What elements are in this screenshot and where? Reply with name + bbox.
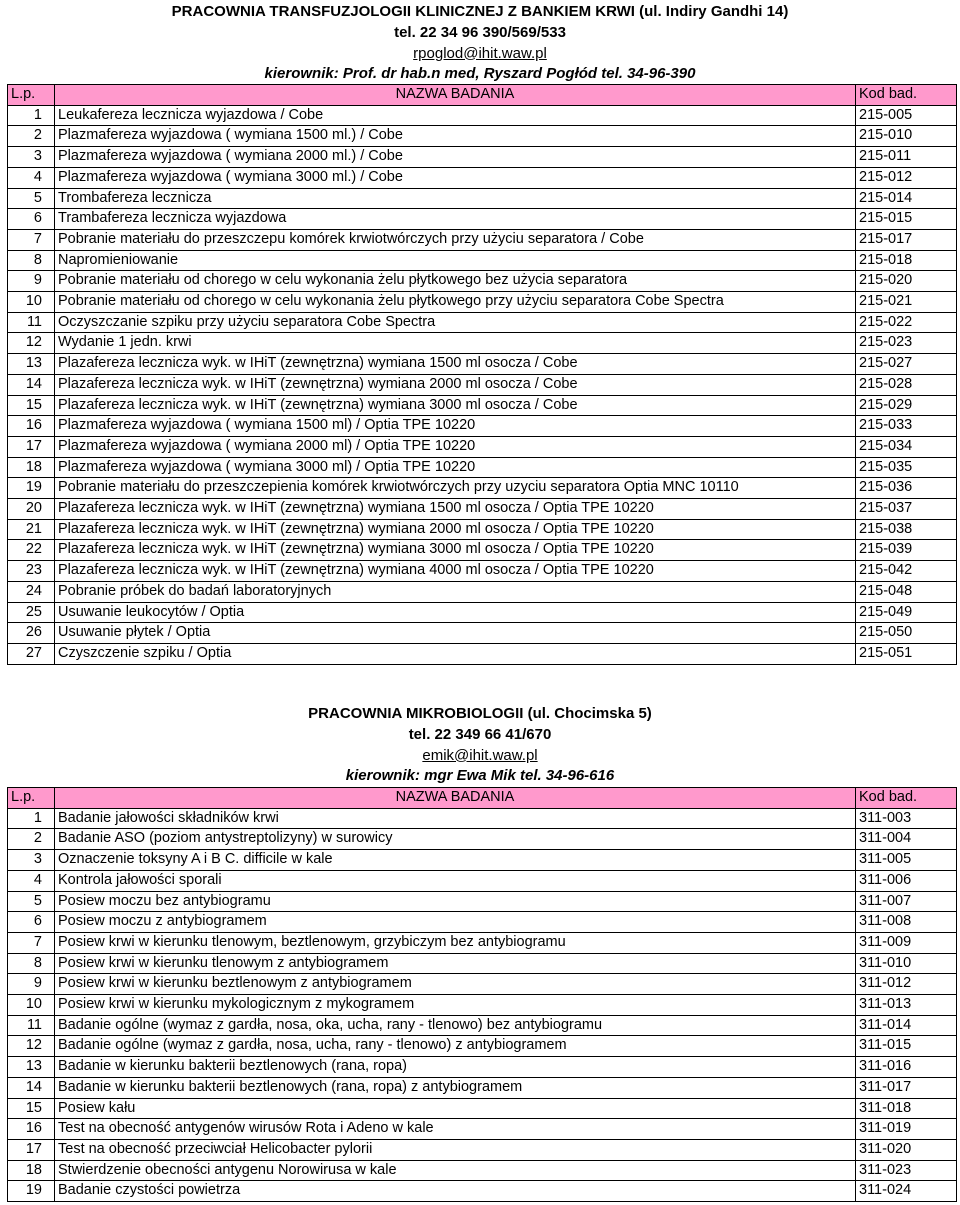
test-code: 311-015: [856, 1036, 957, 1057]
test-name: Badanie czystości powietrza: [55, 1181, 856, 1202]
row-number: 19: [8, 478, 55, 499]
row-number: 3: [8, 147, 55, 168]
row-number: 6: [8, 912, 55, 933]
test-code: 311-009: [856, 932, 957, 953]
test-code: 215-034: [856, 436, 957, 457]
row-number: 27: [8, 643, 55, 664]
row-number: 14: [8, 374, 55, 395]
table-row: [8, 250, 957, 271]
row-number: 1: [8, 808, 55, 829]
test-code: 311-013: [856, 995, 957, 1016]
row-number: 4: [8, 167, 55, 188]
section2-title: PRACOWNIA MIKROBIOLOGII (ul. Chocimska 5): [308, 705, 652, 722]
test-code: 311-010: [856, 953, 957, 974]
test-code: 311-006: [856, 870, 957, 891]
row-number: 2: [8, 126, 55, 147]
column-header-code: Kod bad.: [856, 85, 957, 106]
row-number: 18: [8, 457, 55, 478]
test-name: Plazafereza lecznicza wyk. w IHiT (zewnętrzna) wymiana 3000 ml osocza / Optia TPE 10220: [55, 540, 856, 561]
column-header-name: NAZWA BADANIA: [55, 788, 856, 809]
test-name: Pobranie materiału od chorego w celu wykonania żelu płytkowego przy użyciu separatora Cobe Spectra: [55, 292, 856, 313]
table-row: [8, 292, 957, 313]
test-name: Napromieniowanie: [55, 250, 856, 271]
test-name: Pobranie materiału do przeszczepienia komórek krwiotwórczych przy uzyciu separatora Optia MNC 10110: [55, 478, 856, 499]
section1-phone: tel. 22 34 96 390/569/533: [394, 23, 566, 41]
test-name: Badanie w kierunku bakterii beztlenowych (rana, ropa): [55, 1057, 856, 1078]
row-number: 5: [8, 891, 55, 912]
column-header-name: NAZWA BADANIA: [55, 85, 856, 106]
row-number: 16: [8, 416, 55, 437]
test-name: Plazafereza lecznicza wyk. w IHiT (zewnętrzna) wymiana 3000 ml osocza / Cobe: [55, 395, 856, 416]
section1-table-body: [8, 105, 957, 664]
row-number: 1: [8, 105, 55, 126]
table-row: [8, 436, 957, 457]
table-row: [8, 829, 957, 850]
row-number: 7: [8, 932, 55, 953]
row-number: 25: [8, 602, 55, 623]
test-code: 215-005: [856, 105, 957, 126]
row-number: 23: [8, 561, 55, 582]
table-row: [8, 188, 957, 209]
test-code: 215-010: [856, 126, 957, 147]
test-code: 311-023: [856, 1160, 957, 1181]
test-name: Posiew moczu bez antybiogramu: [55, 891, 856, 912]
table-row: [8, 912, 957, 933]
test-code: 215-033: [856, 416, 957, 437]
row-number: 18: [8, 1160, 55, 1181]
test-code: 311-024: [856, 1181, 957, 1202]
table-row: [8, 395, 957, 416]
table-row: [8, 891, 957, 912]
column-header-lp: L.p.: [8, 788, 55, 809]
test-name: Posiew krwi w kierunku tlenowym, beztlenowym, grzybiczym bez antybiogramu: [55, 932, 856, 953]
test-code: 311-018: [856, 1098, 957, 1119]
column-header-code: Kod bad.: [856, 788, 957, 809]
test-code: 215-011: [856, 147, 957, 168]
test-code: 215-023: [856, 333, 957, 354]
test-name: Posiew krwi w kierunku tlenowym z antybiogramem: [55, 953, 856, 974]
test-name: Posiew kału: [55, 1098, 856, 1119]
test-name: Badanie w kierunku bakterii beztlenowych (rana, ropa) z antybiogramem: [55, 1077, 856, 1098]
table-row: [8, 271, 957, 292]
test-code: 311-004: [856, 829, 957, 850]
table-row: [8, 354, 957, 375]
section2-table-body: [8, 808, 957, 1201]
table-row: [8, 105, 957, 126]
row-number: 9: [8, 271, 55, 292]
table-row: [8, 457, 957, 478]
row-number: 12: [8, 333, 55, 354]
test-code: 311-014: [856, 1015, 957, 1036]
test-code: 215-029: [856, 395, 957, 416]
table-row: [8, 561, 957, 582]
column-header-lp: L.p.: [8, 85, 55, 106]
table-row: [8, 167, 957, 188]
test-code: 215-020: [856, 271, 957, 292]
table-row: [8, 374, 957, 395]
test-name: Pobranie materiału do przeszczepu komórek krwiotwórczych przy użyciu separatora / Cobe: [55, 229, 856, 250]
test-name: Badanie ogólne (wymaz z gardła, nosa, ucha, rany - tlenowo) z antybiogramem: [55, 1036, 856, 1057]
test-name: Plazmafereza wyjazdowa ( wymiana 1500 ml) / Optia TPE 10220: [55, 416, 856, 437]
test-code: 215-039: [856, 540, 957, 561]
test-code: 215-014: [856, 188, 957, 209]
test-code: 215-022: [856, 312, 957, 333]
test-code: 215-012: [856, 167, 957, 188]
test-name: Leukafereza lecznicza wyjazdowa / Cobe: [55, 105, 856, 126]
row-number: 24: [8, 581, 55, 602]
test-code: 311-008: [856, 912, 957, 933]
section1-head-of-lab: kierownik: Prof. dr hab.n med, Ryszard Pogłód tel. 34-96-390: [264, 65, 696, 83]
test-code: 215-050: [856, 623, 957, 644]
row-number: 15: [8, 395, 55, 416]
table-row: [8, 126, 957, 147]
row-number: 3: [8, 850, 55, 871]
table-header-row: [8, 788, 957, 809]
test-name: Test na obecność antygenów wirusów Rota i Adeno w kale: [55, 1119, 856, 1140]
test-code: 215-037: [856, 499, 957, 520]
test-code: 215-035: [856, 457, 957, 478]
test-code: 215-021: [856, 292, 957, 313]
test-code: 215-051: [856, 643, 957, 664]
test-name: Czyszczenie szpiku / Optia: [55, 643, 856, 664]
row-number: 16: [8, 1119, 55, 1140]
table-row: [8, 1077, 957, 1098]
table-row: [8, 1098, 957, 1119]
table-row: [8, 1181, 957, 1202]
test-code: 215-048: [856, 581, 957, 602]
table-row: [8, 312, 957, 333]
test-name: Plazmafereza wyjazdowa ( wymiana 2000 ml) / Optia TPE 10220: [55, 436, 856, 457]
table-row: [8, 1139, 957, 1160]
row-number: 4: [8, 870, 55, 891]
section2-header: [0, 704, 960, 787]
row-number: 22: [8, 540, 55, 561]
section1-email-link[interactable]: rpoglod@ihit.waw.pl: [413, 44, 547, 62]
test-code: 215-015: [856, 209, 957, 230]
row-number: 9: [8, 974, 55, 995]
test-name: Test na obecność przeciwciał Helicobacter pylorii: [55, 1139, 856, 1160]
table-row: [8, 953, 957, 974]
section1-table: [7, 84, 957, 665]
table-row: [8, 581, 957, 602]
test-code: 311-007: [856, 891, 957, 912]
table-row: [8, 499, 957, 520]
test-name: Posiew krwi w kierunku mykologicznym z mykogramem: [55, 995, 856, 1016]
test-name: Oczyszczanie szpiku przy użyciu separatora Cobe Spectra: [55, 312, 856, 333]
row-number: 15: [8, 1098, 55, 1119]
row-number: 26: [8, 623, 55, 644]
table-header-row: [8, 85, 957, 106]
table-row: [8, 850, 957, 871]
table-row: [8, 519, 957, 540]
table-row: [8, 623, 957, 644]
test-code: 311-005: [856, 850, 957, 871]
table-row: [8, 416, 957, 437]
test-name: Trombafereza lecznicza: [55, 188, 856, 209]
section1-header: [0, 2, 960, 85]
row-number: 11: [8, 1015, 55, 1036]
table-row: [8, 333, 957, 354]
section2-table: [7, 787, 957, 1202]
test-name: Oznaczenie toksyny A i B C. difficile w kale: [55, 850, 856, 871]
test-name: Posiew krwi w kierunku beztlenowym z antybiogramem: [55, 974, 856, 995]
row-number: 12: [8, 1036, 55, 1057]
table-row: [8, 995, 957, 1016]
row-number: 8: [8, 250, 55, 271]
test-name: Kontrola jałowości sporali: [55, 870, 856, 891]
row-number: 13: [8, 354, 55, 375]
table-row: [8, 540, 957, 561]
test-name: Usuwanie płytek / Optia: [55, 623, 856, 644]
table-row: [8, 808, 957, 829]
row-number: 20: [8, 499, 55, 520]
test-code: 215-028: [856, 374, 957, 395]
row-number: 19: [8, 1181, 55, 1202]
test-code: 311-020: [856, 1139, 957, 1160]
test-name: Trambafereza lecznicza wyjazdowa: [55, 209, 856, 230]
test-code: 311-016: [856, 1057, 957, 1078]
test-name: Plazafereza lecznicza wyk. w IHiT (zewnętrzna) wymiana 1500 ml osocza / Cobe: [55, 354, 856, 375]
section2-head-of-lab: kierownik: mgr Ewa Mik tel. 34-96-616: [345, 767, 615, 785]
test-name: Pobranie próbek do badań laboratoryjnych: [55, 581, 856, 602]
row-number: 6: [8, 209, 55, 230]
test-code: 215-042: [856, 561, 957, 582]
test-name: Usuwanie leukocytów / Optia: [55, 602, 856, 623]
row-number: 8: [8, 953, 55, 974]
section2-email-link[interactable]: emik@ihit.waw.pl: [422, 746, 538, 764]
row-number: 11: [8, 312, 55, 333]
test-code: 215-038: [856, 519, 957, 540]
table-row: [8, 1057, 957, 1078]
section2-phone: tel. 22 349 66 41/670: [408, 725, 552, 743]
row-number: 14: [8, 1077, 55, 1098]
row-number: 13: [8, 1057, 55, 1078]
test-name: Plazafereza lecznicza wyk. w IHiT (zewnętrzna) wymiana 4000 ml osocza / Optia TPE 10220: [55, 561, 856, 582]
row-number: 17: [8, 436, 55, 457]
test-name: Plazafereza lecznicza wyk. w IHiT (zewnętrzna) wymiana 2000 ml osocza / Optia TPE 10220: [55, 519, 856, 540]
row-number: 10: [8, 995, 55, 1016]
table-row: [8, 1015, 957, 1036]
table-row: [8, 932, 957, 953]
test-code: 215-049: [856, 602, 957, 623]
test-name: Plazmafereza wyjazdowa ( wymiana 1500 ml.) / Cobe: [55, 126, 856, 147]
test-name: Plazmafereza wyjazdowa ( wymiana 3000 ml) / Optia TPE 10220: [55, 457, 856, 478]
test-name: Plazmafereza wyjazdowa ( wymiana 3000 ml.) / Cobe: [55, 167, 856, 188]
test-name: Pobranie materiału od chorego w celu wykonania żelu płytkowego bez użycia separatora: [55, 271, 856, 292]
test-code: 311-012: [856, 974, 957, 995]
table-row: [8, 602, 957, 623]
test-name: Plazafereza lecznicza wyk. w IHiT (zewnętrzna) wymiana 1500 ml osocza / Optia TPE 10220: [55, 499, 856, 520]
test-code: 311-017: [856, 1077, 957, 1098]
test-code: 215-036: [856, 478, 957, 499]
test-name: Stwierdzenie obecności antygenu Norowirusa w kale: [55, 1160, 856, 1181]
test-code: 215-017: [856, 229, 957, 250]
test-code: 215-018: [856, 250, 957, 271]
table-row: [8, 870, 957, 891]
table-row: [8, 1036, 957, 1057]
table-row: [8, 1119, 957, 1140]
test-name: Badanie ogólne (wymaz z gardła, nosa, oka, ucha, rany - tlenowo) bez antybiogramu: [55, 1015, 856, 1036]
table-row: [8, 1160, 957, 1181]
test-code: 215-027: [856, 354, 957, 375]
row-number: 10: [8, 292, 55, 313]
row-number: 7: [8, 229, 55, 250]
test-name: Wydanie 1 jedn. krwi: [55, 333, 856, 354]
test-name: Plazmafereza wyjazdowa ( wymiana 2000 ml.) / Cobe: [55, 147, 856, 168]
test-code: 311-019: [856, 1119, 957, 1140]
test-name: Badanie jałowości składników krwi: [55, 808, 856, 829]
row-number: 21: [8, 519, 55, 540]
row-number: 5: [8, 188, 55, 209]
table-row: [8, 209, 957, 230]
test-code: 311-003: [856, 808, 957, 829]
row-number: 2: [8, 829, 55, 850]
table-row: [8, 478, 957, 499]
table-row: [8, 229, 957, 250]
table-row: [8, 974, 957, 995]
test-name: Posiew moczu z antybiogramem: [55, 912, 856, 933]
test-name: Badanie ASO (poziom antystreptolizyny) w surowicy: [55, 829, 856, 850]
row-number: 17: [8, 1139, 55, 1160]
table-row: [8, 643, 957, 664]
table-row: [8, 147, 957, 168]
test-name: Plazafereza lecznicza wyk. w IHiT (zewnętrzna) wymiana 2000 ml osocza / Cobe: [55, 374, 856, 395]
section1-title: PRACOWNIA TRANSFUZJOLOGII KLINICZNEJ Z BANKIEM KRWI (ul. Indiry Gandhi 14): [171, 3, 789, 20]
